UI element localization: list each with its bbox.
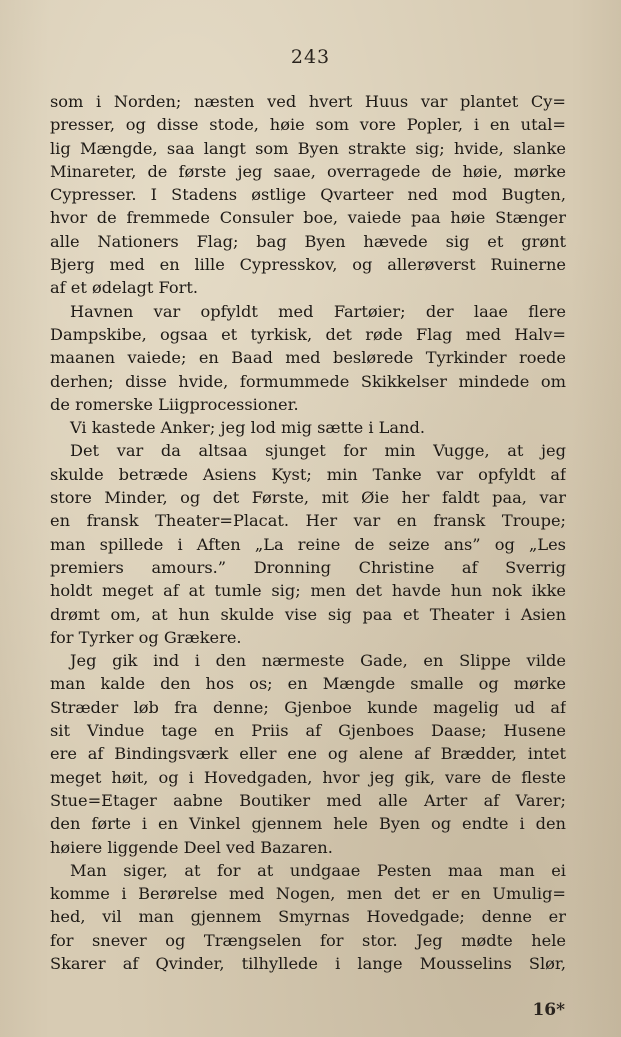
text-line: Stræder løb fra denne; Gjenboe kunde magelig ud af	[50, 697, 566, 717]
text-line: premiers amours.” Dronning Christine af Sverrig	[50, 557, 566, 577]
text-line: komme i Berørelse med Nogen, men det er en Umulig=	[50, 884, 566, 904]
text-line: som i Norden; næsten ved hvert Huus var plantet Cy=	[50, 92, 566, 111]
text-line: Jeg gik ind i den nærmeste Gade, en Slippe vilde	[70, 651, 566, 671]
text-line: Havnen var opfyldt med Fartøier; der laae flere	[70, 301, 566, 321]
text-line: Man siger, at for at undgaae Pesten maa man ei	[70, 860, 566, 880]
text-line: den førte i en Vinkel gjennem hele Byen og endte i den	[50, 814, 566, 834]
text-line: Vi kastede Anker; jeg lod mig sætte i Land.	[70, 418, 425, 438]
text-line: lig Mængde, saa langt som Byen strakte sig; hvide, slanke	[50, 138, 566, 158]
text-line: af et ødelagt Fort.	[50, 278, 199, 298]
body-text	[50, 90, 566, 975]
text-line: Bjerg med en lille Cypresskov, og allerøverst Ruinerne	[50, 255, 566, 275]
text-line: hvor de fremmede Consuler boe, vaiede paa høie Stænger	[50, 208, 566, 228]
text-line: store Minder, og det Første, mit Øie her faldt paa, var	[50, 488, 566, 508]
text-line: presser, og disse stode, høie som vore Popler, i en utal=	[50, 115, 566, 135]
text-line: meget høit, og i Hovedgaden, hvor jeg gik, vare de fleste	[50, 767, 566, 787]
text-line: høiere liggende Deel ved Bazaren.	[50, 837, 333, 857]
page-number: 243	[290, 46, 331, 68]
text-line: Dampskibe, ogsaa et tyrkisk, det røde Flag med Halv=	[50, 324, 566, 344]
text-line: Minareter, de første jeg saae, overragede de høie, mørke	[50, 161, 566, 181]
text-line: Skarer af Qvinder, tilhyllede i lange Mousselins Slør,	[50, 953, 566, 973]
text-line: drømt om, at hun skulde vise sig paa et Theater i Asien	[50, 604, 566, 624]
text-line: sit Vindue tage en Priis af Gjenboes Daase; Husene	[50, 721, 566, 741]
text-line: skulde betræde Asiens Kyst; min Tanke var opfyldt af	[50, 464, 566, 484]
text-line: derhen; disse hvide, formummede Skikkelser mindede om	[50, 371, 566, 391]
text-line: for snever og Trængselen for stor. Jeg mødte hele	[50, 930, 566, 950]
signature-mark: 16*	[532, 1000, 565, 1020]
text-line: Det var da altsaa sjunget for min Vugge, at jeg	[70, 441, 566, 461]
text-line: man spillede i Aften „La reine de seize ans” og „Les	[50, 534, 566, 554]
text-line: de romerske Liigprocessioner.	[50, 394, 299, 414]
text-line: Cypresser. I Stadens østlige Qvarteer ned mod Bugten,	[50, 185, 566, 205]
text-line: maanen vaiede; en Baad med beslørede Tyrkinder roede	[50, 348, 566, 368]
text-line: man kalde den hos os; en Mængde smalle og mørke	[50, 674, 566, 694]
text-line: ere af Bindingsværk eller ene og alene af Brædder, intet	[50, 744, 566, 764]
text-line: hed, vil man gjennem Smyrnas Hovedgade; denne er	[50, 907, 566, 927]
text-line: for Tyrker og Grækere.	[50, 627, 242, 647]
text-line: en fransk Theater=Placat. Her var en fransk Troupe;	[50, 511, 566, 531]
text-line: alle Nationers Flag; bag Byen hævede sig et grønt	[50, 231, 566, 251]
text-line: Stue=Etager aabne Boutiker med alle Arter af Varer;	[50, 790, 566, 810]
text-line: holdt meget af at tumle sig; men det havde hun nok ikke	[50, 581, 566, 601]
